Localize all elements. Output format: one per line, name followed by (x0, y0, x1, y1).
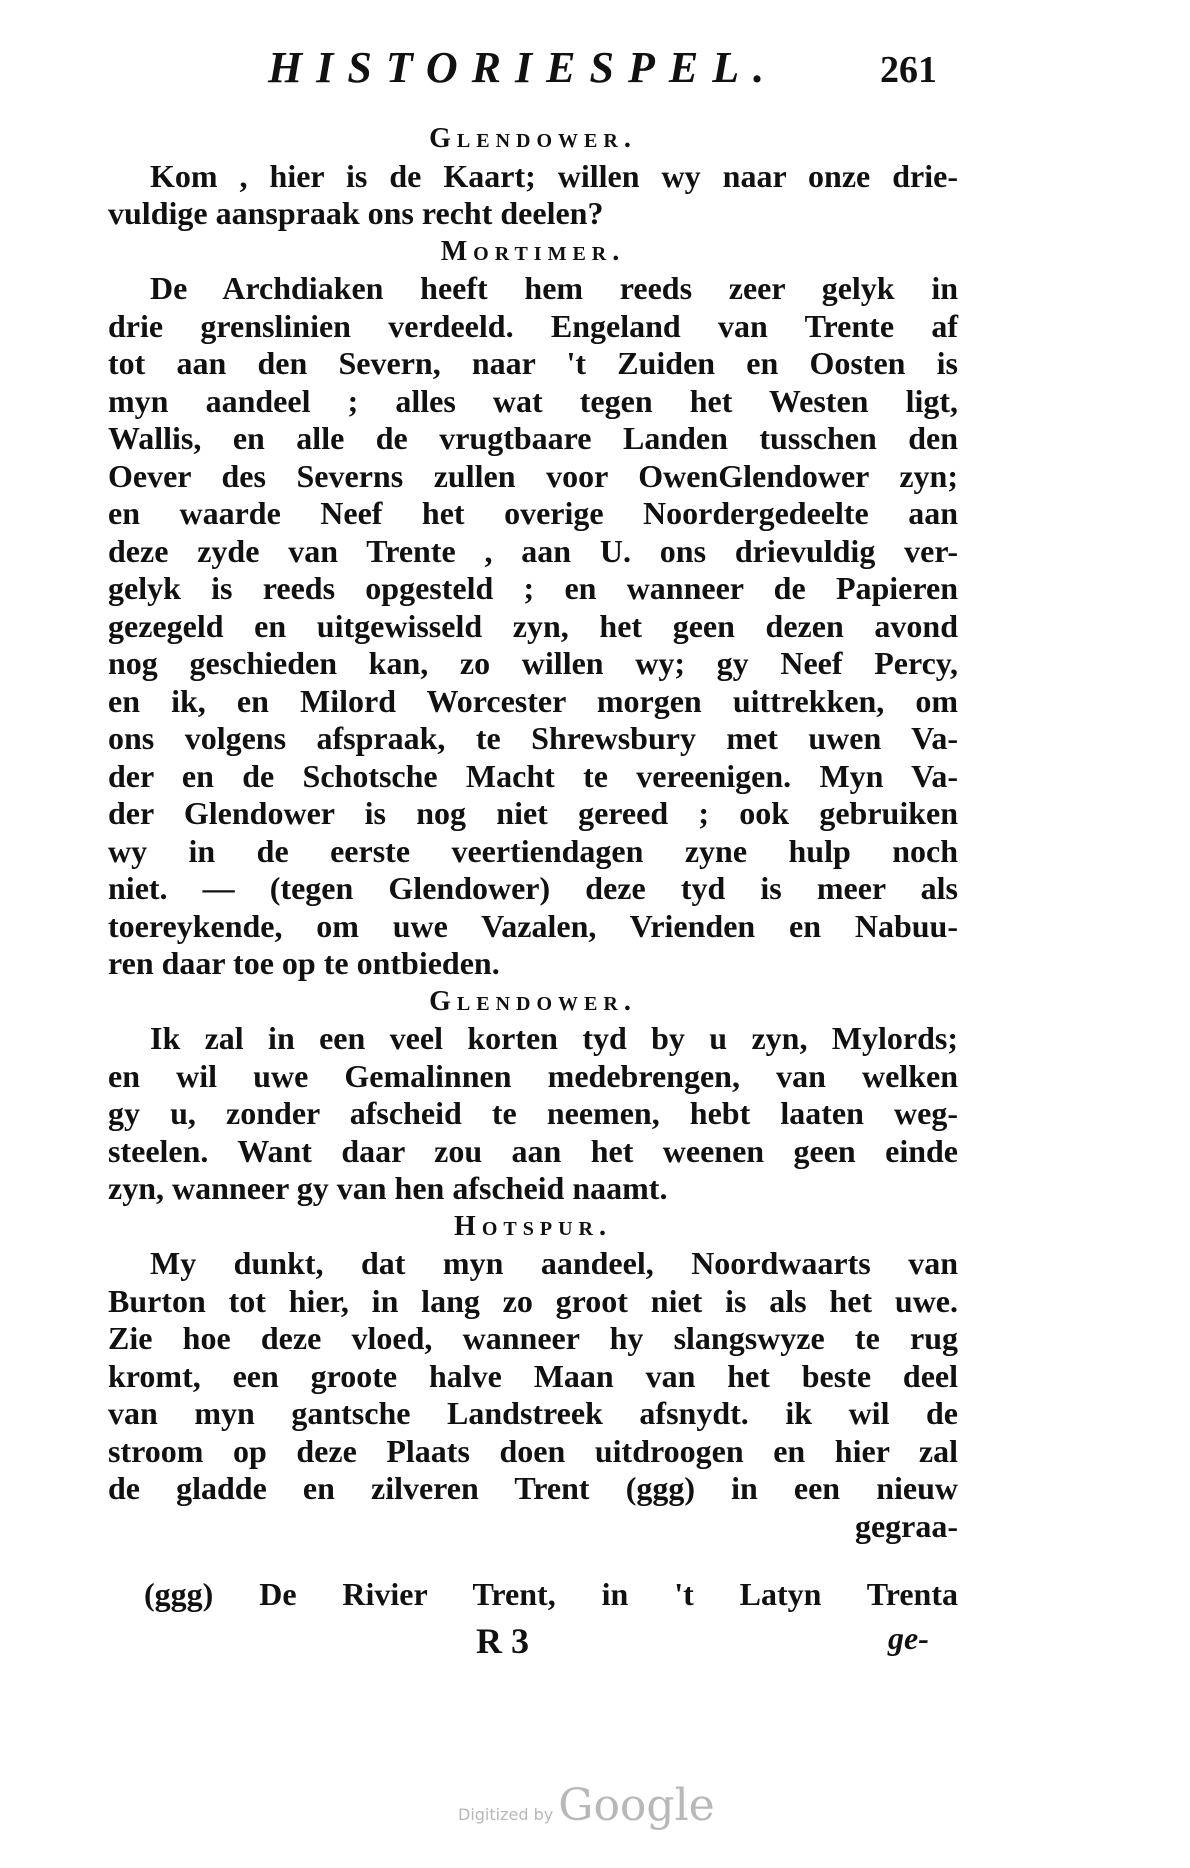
text-line: toereykende, om uwe Vazalen, Vrienden en Nabuu- (108, 907, 958, 944)
text-line: De Archdiaken heeft hem reeds zeer gelyk in (150, 270, 958, 306)
watermark-prefix: Digitized by (458, 1805, 554, 1824)
text-line: myn aandeel ; alles wat tegen het Westen ligt, (108, 382, 958, 419)
text-line: zyn, wanneer gy van hen afscheid naamt. (108, 1170, 668, 1206)
page-header (0, 42, 1190, 102)
running-title: HISTORIESPEL. (268, 43, 779, 92)
text-line: tot aan den Severn, naar 't Zuiden en Oosten is (108, 345, 958, 381)
watermark-logo: Google (558, 1780, 715, 1831)
text-line: gezegeld en uitgewisseld zyn, het geen dezen avond (108, 607, 958, 644)
text-line: drie grenslinien verdeeld. Engeland van Trente af (108, 307, 958, 344)
text-line: Ik zal in een veel korten tyd by u zyn, Mylords; (150, 1020, 958, 1056)
text-line: steelen. Want daar zou aan het weenen geen einde (108, 1132, 958, 1169)
text-line: My dunkt, dat myn aandeel, Noordwaarts van (150, 1245, 958, 1281)
signature-mark: R 3 (476, 1621, 529, 1661)
text-line: stroom op deze Plaats doen uitdroogen en hier zal (108, 1432, 958, 1469)
speaker-heading: Glendower. (429, 985, 637, 1017)
text-line: der en de Schotsche Macht te vereenigen. Myn Va- (108, 757, 958, 794)
page-number: 261 (880, 49, 937, 91)
text-line: Oever des Severns zullen voor OwenGlendower zyn; (108, 457, 958, 494)
text-line: kromt, een groote halve Maan van het beste deel (108, 1357, 958, 1394)
text-line: ons volgens afspraak, te Shrewsbury met uwen Va- (108, 720, 958, 756)
speaker-heading: Hotspur. (454, 1210, 612, 1242)
text-line: en ik, en Milord Worcester morgen uittrekken, om (108, 682, 958, 719)
text-line: der Glendower is nog niet gereed ; ook gebruiken (108, 795, 958, 831)
text-line: en waarde Neef het overige Noordergedeelte aan (108, 495, 958, 531)
speaker-heading: Mortimer. (440, 235, 626, 267)
text-line: niet. — (tegen Glendower) deze tyd is meer als (108, 870, 958, 906)
text-line: gy u, zonder afscheid te neemen, hebt laaten weg- (108, 1095, 958, 1131)
digitization-watermark (458, 1780, 715, 1831)
text-line: deze zyde van Trente , aan U. ons drievuldig ver- (108, 532, 958, 569)
text-line: en wil uwe Gemalinnen medebrengen, van welken (108, 1057, 958, 1094)
text-line: de gladde en zilveren Trent (ggg) in een nieuw (108, 1470, 958, 1506)
footnote: (ggg) De Rivier Trent, in 't Latyn Trenta (144, 1576, 958, 1612)
text-line: wy in de eerste veertiendagen zyne hulp noch (108, 832, 958, 869)
text-line: van myn gantsche Landstreek afsnydt. ik wil de (108, 1395, 958, 1431)
bottom-catchword: ge- (888, 1620, 929, 1656)
text-line: ren daar toe op te ontbieden. (108, 945, 500, 981)
catchword: gegraa- (854, 1507, 958, 1544)
text-line: Wallis, en alle de vrugtbaare Landen tusschen den (108, 420, 958, 456)
text-line: Burton tot hier, in lang zo groot niet is als het uwe. (108, 1282, 958, 1319)
text-line: gelyk is reeds opgesteld ; en wanneer de Papieren (108, 570, 958, 606)
main-text (108, 120, 958, 1545)
text-line: Zie hoe deze vloed, wanneer hy slangswyze te rug (108, 1320, 958, 1356)
speaker-heading: Glendower. (429, 123, 637, 154)
text-line: nog geschieden kan, zo willen wy; gy Neef Percy, (108, 645, 958, 681)
text-line: vuldige aanspraak ons recht deelen? (108, 195, 604, 231)
text-line: Kom , hier is de Kaart; willen wy naar onze drie- (150, 157, 958, 194)
